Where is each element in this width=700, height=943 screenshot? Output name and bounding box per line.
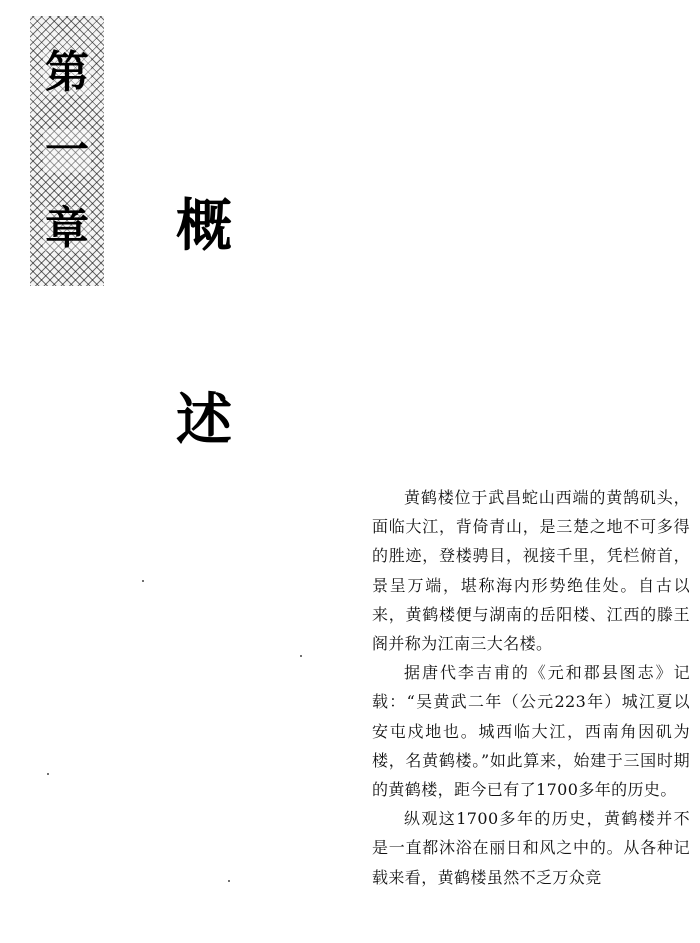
scan-speck [228, 880, 230, 882]
paragraph: 据唐代李吉甫的《元和郡县图志》记载：“吴黄武二年（公元223年）城江夏以安屯戍地也。城西临大江，西南角因矶为楼，名黄鹤楼。”如此算来，始建于三国时期的黄鹤楼，距今已有了1700多年的历史。 [372, 663, 690, 800]
paragraph: 纵观这1700多年的历史，黄鹤楼并不是一直都沐浴在丽日和风之中的。从各种记载来看，黄鹤楼虽然不乏万众竞 [372, 809, 690, 887]
chapter-heading-band [30, 16, 104, 286]
chapter-title-char-2: 述 [176, 387, 232, 453]
chapter-char-1: 第 [45, 47, 89, 98]
body-text [372, 483, 690, 892]
scan-speck [47, 773, 49, 775]
chapter-title-char-1: 概 [176, 193, 232, 259]
chapter-char-2: 一 [45, 125, 89, 176]
paragraph: 黄鹤楼位于武昌蛇山西端的黄鹄矶头，面临大江，背倚青山，是三楚之地不可多得的胜迹，登楼骋目，视接千里，凭栏俯首，景呈万端，堪称海内形势绝佳处。自古以来，黄鹤楼便与湖南的岳阳楼、江西的滕王阁并称为江南三大名楼。 [372, 488, 690, 654]
scan-speck [142, 580, 144, 582]
chapter-char-3: 章 [45, 203, 89, 254]
scan-speck [300, 655, 302, 657]
